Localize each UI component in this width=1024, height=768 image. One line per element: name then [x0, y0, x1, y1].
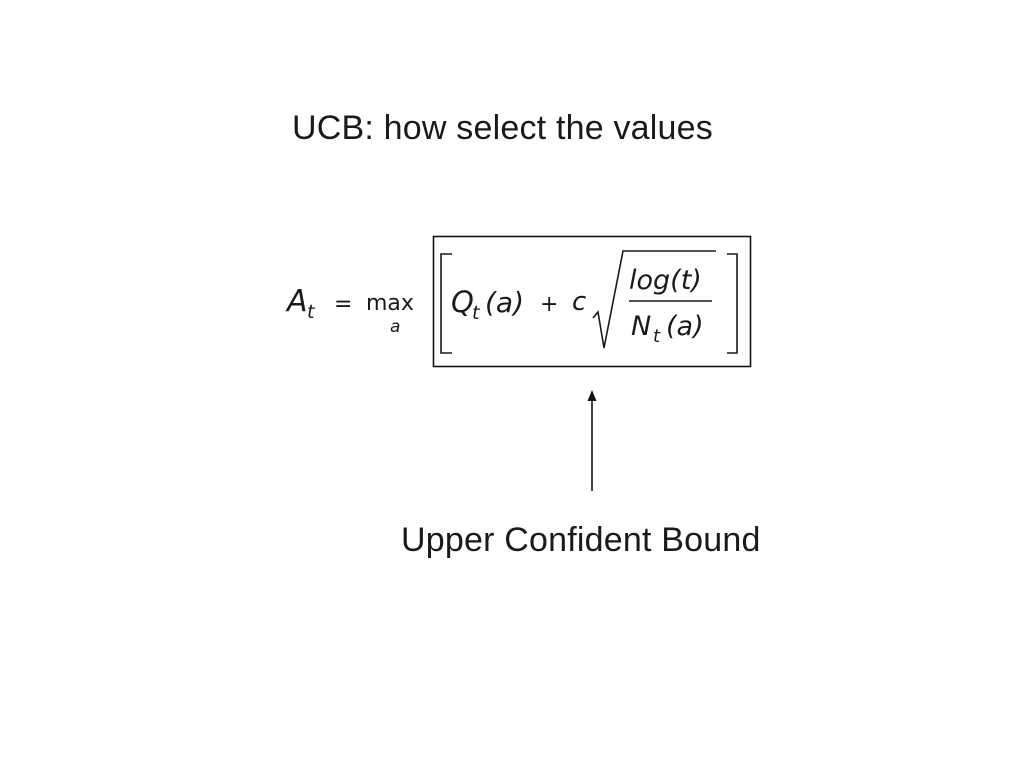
sqrt-sign [593, 251, 716, 348]
formula-numerator: log(t) [629, 265, 702, 296]
left-bracket [441, 254, 452, 353]
formula-q-argument: (a) [485, 286, 525, 319]
formula-lhs-subscript: t [307, 301, 315, 323]
highlight-box [434, 237, 751, 367]
formula-q-symbol: Q [451, 285, 474, 319]
formula-max-subscript: a [390, 317, 401, 337]
slide-title: UCB: how select the values [292, 109, 713, 147]
arrow-head-icon [588, 390, 597, 401]
formula-denominator-symbol: N [631, 311, 652, 342]
formula-equals: = [334, 292, 353, 317]
formula-plus: + [540, 292, 559, 317]
formula-max-operator: max [366, 291, 414, 316]
formula-denominator-subscript: t [653, 326, 661, 347]
right-bracket [727, 254, 737, 353]
formula-constant: c [572, 287, 587, 317]
formula-q-subscript: t [472, 302, 480, 324]
formula-denominator-argument: (a) [666, 311, 704, 342]
annotation-label: Upper Confident Bound [401, 521, 761, 559]
formula-lhs-symbol: A [287, 284, 308, 319]
